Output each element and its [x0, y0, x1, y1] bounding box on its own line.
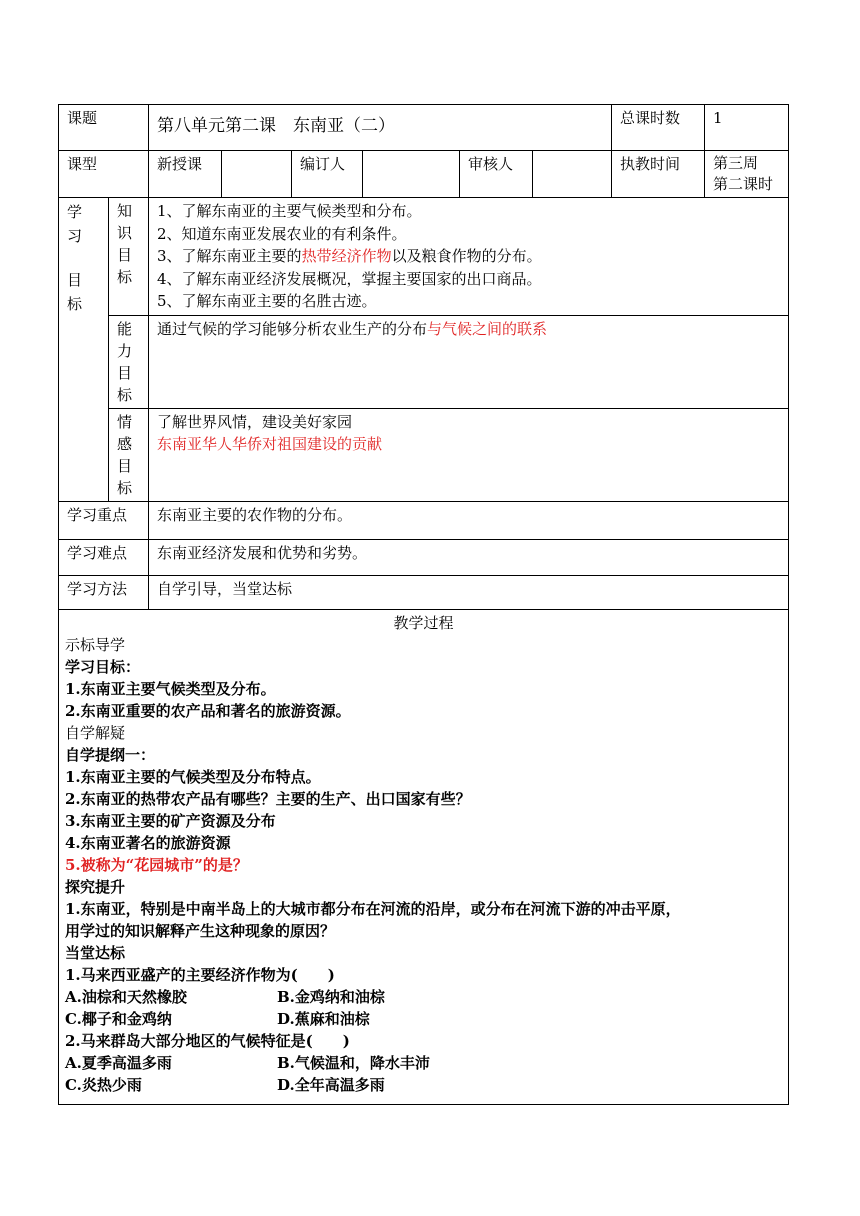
ability-text: 通过气候的学习能够分析农业生产的分布 — [157, 319, 428, 338]
section-heading: 当堂达标 — [65, 943, 126, 962]
teach-time-label: 执教时间 — [612, 151, 705, 198]
editor-label: 编订人 — [292, 151, 363, 198]
section-heading: 探究提升 — [65, 877, 126, 896]
quiz-options-row — [65, 986, 782, 1008]
type-value: 新授课 — [149, 151, 222, 198]
goal-item: 2.东南亚重要的农产品和著名的旅游资源。 — [65, 701, 351, 720]
quiz-options-row — [65, 1074, 782, 1096]
outline-heading: 自学提纲一： — [65, 745, 156, 764]
lesson-plan — [58, 104, 788, 1105]
emotion-text-highlight: 东南亚华人华侨对祖国建设的贡献 — [157, 434, 383, 453]
section-heading: 自学解疑 — [65, 723, 126, 742]
focus-label: 学习重点 — [59, 501, 149, 539]
goal-item: 1.东南亚主要气候类型及分布。 — [65, 679, 276, 698]
total-hours-label: 总课时数 — [612, 105, 705, 151]
emotion-goal-text: 情 感 目 标 — [117, 412, 133, 497]
method-row — [59, 575, 789, 609]
ability-text-highlight: 与气候之间的联系 — [427, 319, 548, 338]
learning-goals-text: 学 习 目 标 — [67, 203, 83, 313]
quiz-question-1: 1.马来西亚盛产的主要经济作物为( ) — [65, 965, 335, 984]
outline-item: 2.东南亚的热带农产品有哪些？主要的生产、出口国家有些？ — [65, 789, 471, 808]
knowledge-goal-row — [59, 198, 789, 316]
total-hours-value: 1 — [705, 105, 789, 151]
emotion-text: 了解世界风情，建设美好家园 — [157, 412, 353, 431]
process-row — [59, 609, 789, 1104]
outline-item: 4.东南亚著名的旅游资源 — [65, 833, 231, 852]
teach-time-value — [705, 151, 789, 198]
teaching-process — [59, 609, 789, 1104]
method-value: 自学引导，当堂达标 — [149, 575, 789, 609]
type-blank — [222, 151, 292, 198]
quiz-option: A.夏季高温多雨 — [65, 1053, 172, 1072]
emotion-goal-row — [59, 408, 789, 501]
knowledge-item-3-end: 以及粮食作物的分布。 — [391, 247, 542, 265]
reviewer-value — [533, 151, 612, 198]
section-heading: 示标导学 — [65, 635, 126, 654]
goals-heading: 学习目标： — [65, 657, 141, 676]
quiz-option: C.炎热少雨 — [65, 1075, 142, 1094]
outline-item: 3.东南亚主要的矿产资源及分布 — [65, 811, 276, 830]
process-title: 教学过程 — [393, 613, 454, 632]
knowledge-item-1: 1、了解东南亚的主要气候类型和分布。 — [157, 202, 422, 220]
quiz-options-row — [65, 1008, 782, 1030]
knowledge-goal-label — [109, 198, 149, 316]
quiz-option: B.金鸡纳和油棕 — [277, 987, 385, 1006]
quiz-option: A.油棕和天然橡胶 — [65, 987, 187, 1006]
type-label: 课型 — [59, 151, 149, 198]
ability-goal-label — [109, 315, 149, 408]
outline-item-highlight: 5.被称为“花园城市”的是？ — [65, 855, 248, 874]
knowledge-item-3-highlight: 热带经济作物 — [301, 247, 392, 265]
quiz-option: C.椰子和金鸡纳 — [65, 1009, 172, 1028]
quiz-option: B.气候温和，降水丰沛 — [277, 1053, 430, 1072]
knowledge-goal-list — [149, 198, 789, 316]
focus-row — [59, 501, 789, 539]
method-label: 学习方法 — [59, 575, 149, 609]
type-row — [59, 151, 789, 198]
topic-label: 课题 — [59, 105, 149, 151]
knowledge-item-4: 4、了解东南亚经济发展概况，掌握主要国家的出口商品。 — [157, 269, 542, 288]
ability-goal-value — [149, 315, 789, 408]
ability-goal-text: 能 力 目 标 — [117, 319, 133, 404]
knowledge-goal-text: 知 识 目 标 — [117, 202, 133, 286]
ability-goal-row — [59, 315, 789, 408]
knowledge-item-3 — [157, 245, 780, 268]
emotion-goal-label — [109, 408, 149, 501]
knowledge-item-3-start: 3、了解东南亚主要的 — [157, 247, 302, 265]
outline-item: 1.东南亚主要的气候类型及分布特点。 — [65, 767, 321, 786]
topic-row — [59, 105, 789, 151]
knowledge-item-5: 5、了解东南亚主要的名胜古迹。 — [157, 292, 377, 310]
lesson-plan-table — [58, 104, 789, 1105]
editor-value — [363, 151, 460, 198]
quiz-option: D.全年高温多雨 — [277, 1075, 385, 1094]
quiz-question-2: 2.马来群岛大部分地区的气候特征是( ) — [65, 1031, 350, 1050]
learning-goals-label — [59, 198, 109, 502]
difficulty-label: 学习难点 — [59, 539, 149, 575]
quiz-options-row — [65, 1052, 782, 1074]
difficulty-row — [59, 539, 789, 575]
inquiry-question-line-1: 1.东南亚，特别是中南半岛上的大城市都分布在河流的沿岸，或分布在河流下游的冲击平原， — [65, 899, 681, 918]
emotion-goal-value — [149, 408, 789, 501]
inquiry-question-line-2: 用学过的知识解释产生这种现象的原因？ — [65, 921, 336, 940]
reviewer-label: 审核人 — [460, 151, 533, 198]
teach-time-week: 第三周 — [713, 154, 759, 172]
quiz-option: D.蕉麻和油棕 — [277, 1009, 370, 1028]
topic-value: 第八单元第二课 东南亚（二） — [149, 105, 612, 151]
difficulty-value: 东南亚经济发展和优势和劣势。 — [149, 539, 789, 575]
knowledge-item-2: 2、知道东南亚发展农业的有利条件。 — [157, 224, 407, 243]
teach-time-period: 第二课时 — [713, 175, 774, 193]
focus-value: 东南亚主要的农作物的分布。 — [149, 501, 789, 539]
